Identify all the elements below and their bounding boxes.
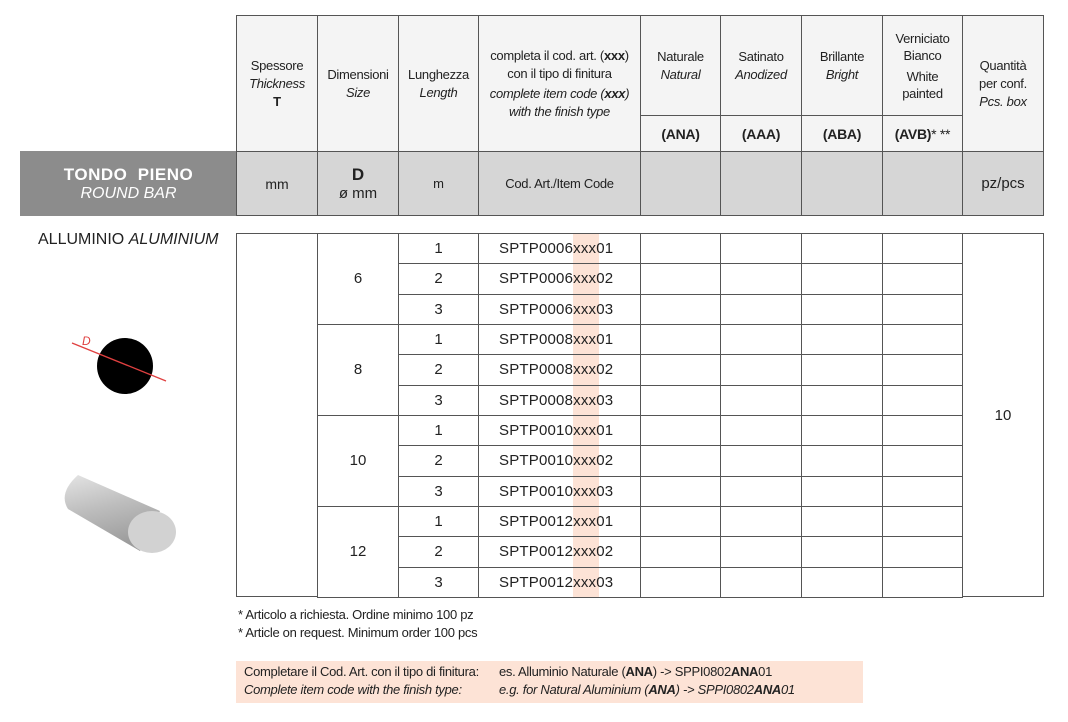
unit-size: D ø mm [317,151,399,216]
finish-white-en2: painted [902,85,943,101]
unit-thickness: mm [236,151,318,216]
finish-cell [720,506,802,537]
finish-cell [801,476,883,507]
finish-cell [640,506,721,537]
unit-length: m [398,151,479,216]
finish-cell [640,294,721,325]
finish-cell [801,415,883,446]
length-cell [398,294,479,325]
item-code-cell [478,445,641,476]
item-code-cell [478,415,641,446]
length-value: 2 [434,452,443,470]
header-finish-natural [640,15,721,116]
unit-item-code: Cod. Art./Item Code [478,151,641,216]
size-value: 12 [349,543,367,561]
quantity-it1: Quantità [979,57,1027,73]
finish-anodized-it: Satinato [738,48,784,64]
length-cell [398,385,479,416]
unit-finish-2 [720,151,802,216]
item-code: SPTP0008xxx02 [499,361,614,379]
finish-cell [640,415,721,446]
item-code: SPTP0012xxx02 [499,543,614,561]
size-en: Size [345,84,371,100]
finish-cell [801,385,883,416]
finish-cell [720,476,802,507]
finish-cell [640,324,721,355]
unit-finish-4 [882,151,963,216]
quantity-cell [962,233,1044,597]
unit-quantity: pz/pcs [962,151,1044,216]
quantity-en: Pcs. box [979,93,1027,109]
instruction-en-label: Complete item code with the finish type: [244,682,462,697]
finish-cell [720,415,802,446]
length-cell [398,536,479,567]
finish-cell [882,324,963,355]
size-cell [317,506,399,598]
finish-cell [882,294,963,325]
length-cell [398,263,479,294]
finish-cell [801,233,883,264]
header-size [317,15,399,152]
thickness-it: Spessore [250,57,304,73]
round-bar-3d-icon [60,465,190,565]
code-en-line2: with the finish type [509,103,610,119]
thickness-column [236,233,318,597]
item-code-cell [478,385,641,416]
finish-cell [640,476,721,507]
finish-cell [882,415,963,446]
size-value: 6 [353,270,363,288]
code-it-line1: completa il cod. art. (xxx) [490,47,629,63]
finish-code-ana: (ANA) [640,115,721,152]
instruction-en-example: e.g. for Natural Aluminium (ANA) -> SPPI0802ANA01 [499,682,795,697]
finish-cell [882,536,963,567]
finish-cell [720,445,802,476]
finish-cell [640,445,721,476]
finish-white-it1: Verniciato [895,30,950,46]
length-cell [398,445,479,476]
finish-cell [882,445,963,476]
length-value: 3 [434,300,443,318]
length-value: 3 [434,573,443,591]
finish-cell [801,536,883,567]
finish-cell [882,506,963,537]
diameter-label: D [82,334,91,348]
header-item-code [478,15,641,152]
finish-code-avb: (AVB)* ** [882,115,963,152]
header-length [398,15,479,152]
finish-cell [801,567,883,598]
item-code: SPTP0012xxx01 [499,513,614,531]
quantity-it2: per conf. [979,75,1027,91]
item-code-cell [478,506,641,537]
size-it: Dimensioni [327,66,389,82]
finish-cell [720,233,802,264]
length-cell [398,476,479,507]
item-code: SPTP0008xxx01 [499,331,614,349]
length-cell [398,354,479,385]
round-bar-section-diagram [60,325,180,405]
length-value: 1 [434,331,443,349]
finish-cell [640,385,721,416]
item-code: SPTP0006xxx03 [499,300,614,318]
item-code: SPTP0008xxx03 [499,391,614,409]
item-code-cell [478,263,641,294]
finish-cell [720,567,802,598]
finish-cell [882,354,963,385]
finish-cell [640,263,721,294]
thickness-symbol: T [273,93,281,109]
length-value: 2 [434,270,443,288]
instruction-it-example: es. Alluminio Naturale (ANA) -> SPPI0802ANA01 [499,664,773,679]
code-en-line1: complete item code (xxx) [489,85,630,101]
length-cell [398,324,479,355]
thickness-en: Thickness [249,75,305,91]
item-code-cell [478,536,641,567]
code-it-line2: con il tipo di finitura [507,65,612,81]
finish-cell [882,263,963,294]
finish-bright-it: Brillante [819,48,865,64]
length-cell [398,567,479,598]
item-code: SPTP0010xxx03 [499,482,614,500]
finish-natural-it: Naturale [657,48,704,64]
length-cell [398,506,479,537]
header-thickness [236,15,318,152]
finish-cell [640,233,721,264]
item-code: SPTP0006xxx02 [499,270,614,288]
item-code: SPTP0006xxx01 [499,240,614,258]
product-banner [20,151,237,216]
length-cell [398,233,479,264]
length-en: Length [419,84,458,100]
footnote-it: * Articolo a richiesta. Ordine minimo 100 pz [238,607,474,622]
instruction-it-label: Completare il Cod. Art. con il tipo di finitura: [244,664,479,679]
length-value: 1 [434,513,443,531]
header-finish-bright [801,15,883,116]
length-value: 3 [434,482,443,500]
finish-anodized-en: Anodized [735,66,787,82]
header-quantity [962,15,1044,152]
finish-cell [640,536,721,567]
unit-finish-1 [640,151,721,216]
finish-cell [720,354,802,385]
footnote-en: * Article on request. Minimum order 100 pcs [238,625,478,640]
finish-natural-en: Natural [660,66,701,82]
size-value: 8 [353,361,363,379]
item-code-cell [478,294,641,325]
header-finish-white [882,15,963,116]
finish-cell [720,263,802,294]
length-value: 2 [434,361,443,379]
finish-bright-en: Bright [825,66,859,82]
finish-cell [882,233,963,264]
finish-cell [801,294,883,325]
finish-cell [720,536,802,567]
item-code: SPTP0010xxx01 [499,422,614,440]
item-code: SPTP0010xxx02 [499,452,614,470]
item-code-cell [478,567,641,598]
header-finish-anodized [720,15,802,116]
finish-cell [720,324,802,355]
material-label: ALLUMINIO ALUMINIUM [38,231,219,248]
item-code-cell [478,354,641,385]
size-cell [317,415,399,507]
item-code-cell [478,324,641,355]
quantity-value: 10 [994,406,1012,424]
unit-finish-3 [801,151,883,216]
size-cell [317,233,399,325]
finish-cell [882,567,963,598]
finish-cell [640,354,721,385]
finish-code-aba: (ABA) [801,115,883,152]
finish-code-aaa: (AAA) [720,115,802,152]
size-cell [317,324,399,416]
length-value: 1 [434,240,443,258]
finish-white-en1: White [906,68,939,84]
finish-cell [640,567,721,598]
finish-cell [801,506,883,537]
finish-cell [801,324,883,355]
finish-cell [801,263,883,294]
product-name-it: TONDO PIENO [63,164,194,184]
length-cell [398,415,479,446]
product-name-en: ROUND BAR [80,184,177,202]
item-code-cell [478,233,641,264]
length-value: 3 [434,391,443,409]
length-value: 1 [434,422,443,440]
item-code-cell [478,476,641,507]
size-value: 10 [349,452,367,470]
length-value: 2 [434,543,443,561]
length-it: Lunghezza [408,66,469,82]
finish-cell [882,476,963,507]
finish-cell [801,354,883,385]
finish-cell [720,385,802,416]
finish-cell [801,445,883,476]
finish-white-it2: Bianco [903,47,942,63]
finish-cell [882,385,963,416]
item-code: SPTP0012xxx03 [499,573,614,591]
finish-cell [720,294,802,325]
